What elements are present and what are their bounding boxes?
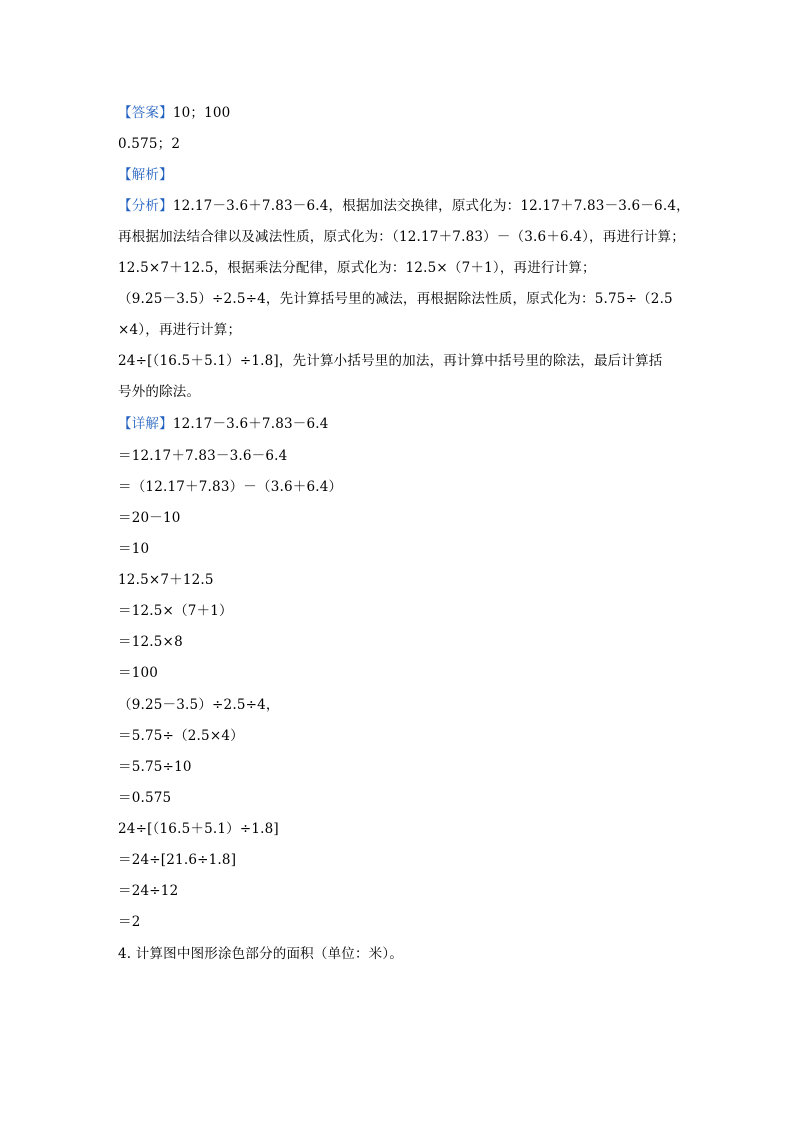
detail-step: ＝12.5×8 — [118, 634, 183, 650]
analysis-tag: 【分析】 — [118, 198, 173, 214]
analysis-line-2: 再根据加法结合律以及减法性质，原式化为：（12.17＋7.83）－（3.6＋6.4），再进行计算； — [118, 229, 685, 245]
detail-step: 12.5×7＋12.5 — [118, 572, 214, 588]
detail-step: ＝5.75÷10 — [118, 759, 192, 775]
detail-step: ＝24÷[21.6÷1.8] — [118, 852, 237, 868]
detail-step: ＝100 — [118, 665, 159, 681]
detail-step: ＝12.17＋7.83－3.6－6.4 — [118, 448, 288, 464]
analysis-line-7: 号外的除法。 — [118, 384, 201, 400]
answer-line-1 — [118, 103, 678, 123]
answer-line-2: 0.575；2 — [118, 136, 181, 152]
detail-step: ＝12.5×（7＋1） — [118, 603, 233, 619]
analysis-line-6: 24÷[（16.5＋5.1）÷1.8]，先计算小括号里的加法，再计算中括号里的除法，最后计算括 — [118, 353, 663, 369]
detail-step: ＝10 — [118, 541, 150, 557]
detail-tag: 【详解】 — [118, 416, 173, 432]
detail-step: ＝20－10 — [118, 510, 181, 526]
analysis-text-1: 12.17－3.6＋7.83－6.4，根据加法交换律，原式化为：12.17＋7.83－3.6－6.4， — [172, 198, 690, 214]
answer-tag: 【答案】 — [118, 105, 173, 121]
detail-step: ＝（12.17＋7.83）－（3.6＋6.4） — [118, 479, 343, 495]
analysis-line-5: ×4），再进行计算； — [118, 322, 242, 338]
detail-line-first — [118, 414, 678, 434]
detail-step: ＝5.75÷（2.5×4） — [118, 728, 244, 744]
analysis-line-1 — [118, 196, 690, 216]
question-4: 4. 计算图中图形涂色部分的面积（单位：米）。 — [118, 946, 404, 962]
detail-step: ＝2 — [118, 914, 141, 930]
detail-step: （9.25－3.5）÷2.5÷4， — [118, 697, 280, 713]
answer-value-1: 10；100 — [172, 105, 231, 121]
detail-first-expression: 12.17－3.6＋7.83－6.4 — [172, 416, 329, 432]
detail-step: ＝24÷12 — [118, 883, 179, 899]
detail-step: ＝0.575 — [118, 790, 172, 806]
detail-step: 24÷[（16.5＋5.1）÷1.8] — [118, 821, 279, 837]
analysis-heading: 【解析】 — [118, 167, 173, 183]
analysis-line-4: （9.25－3.5）÷2.5÷4，先计算括号里的减法，再根据除法性质，原式化为：5.75÷（2.5 — [118, 291, 673, 307]
analysis-line-3: 12.5×7＋12.5，根据乘法分配律，原式化为：12.5×（7＋1），再进行计算； — [118, 260, 596, 276]
